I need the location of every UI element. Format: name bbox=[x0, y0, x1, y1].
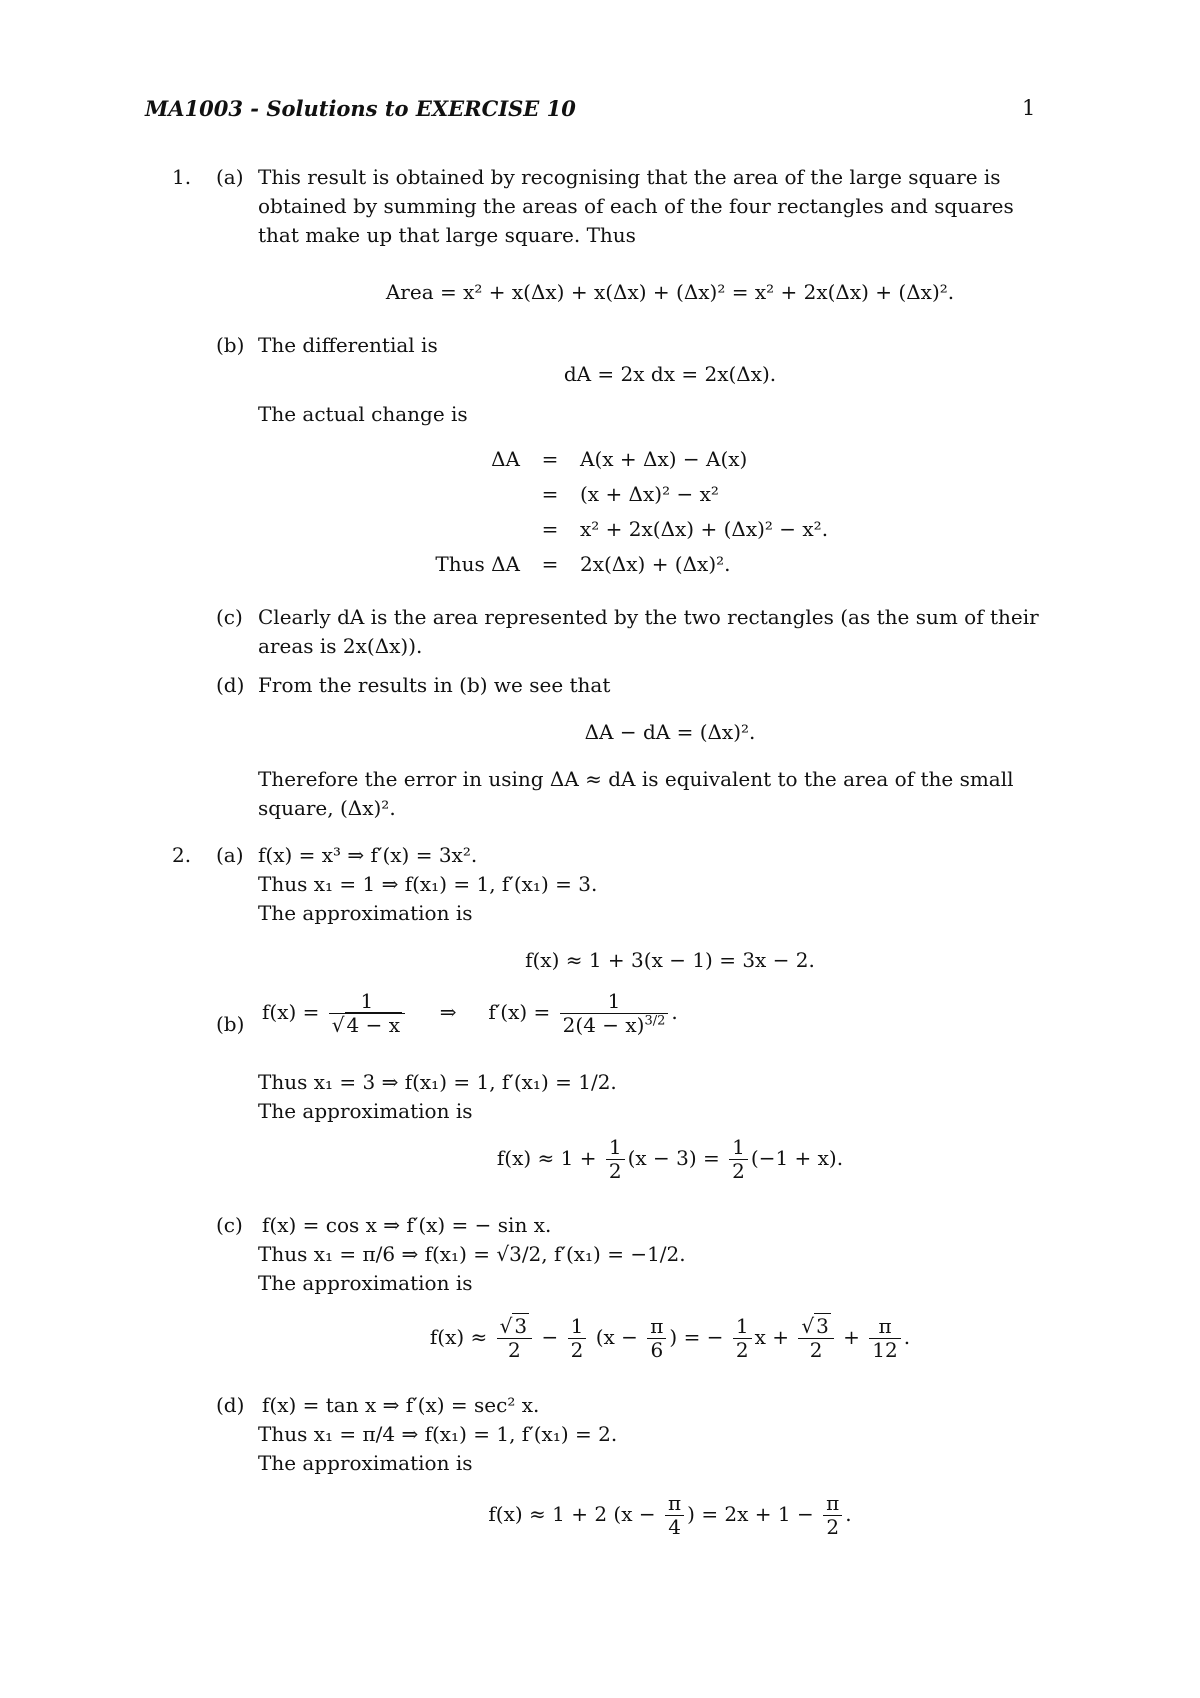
equation: f(x) = $\frac{1}{√ 4 - x}$ ⇒ f′(x) = $\frac{1}{2(4 - x)^{3/2}}$ . bbox=[262, 989, 678, 1037]
equation: f(x) ≈ 1 + 3(x − 1) = 3x − 2. bbox=[525, 948, 815, 972]
equation: dA = 2x dx = 2x(Δx). bbox=[563, 362, 777, 386]
part-label: (a) bbox=[216, 843, 244, 867]
text-line: The differential is bbox=[258, 333, 438, 357]
text-line: The actual change is bbox=[258, 402, 468, 426]
question-number: 1. bbox=[172, 165, 192, 189]
equation: f(x) ≈ $\frac{√ 3}{2}$ − $\frac{1}{2}$ (x − $\frac{\pi}{6}$ ) = − $\frac{1}{2}$ x + $\frac{√ 3}{2}$ + $\frac{\pi}{12}$ . bbox=[429, 1314, 911, 1362]
fraction: $\frac{1}{2}$ bbox=[606, 1136, 625, 1183]
part-label: (b) bbox=[216, 333, 245, 357]
text-line: From the results in (b) we see that bbox=[258, 673, 611, 697]
text-line: The approximation is bbox=[258, 1271, 473, 1295]
equation-right: 2x(Δx) + (Δx)². bbox=[580, 552, 731, 576]
text-line: This result is obtained by recognising that the area of the large square is bbox=[258, 165, 1001, 189]
fraction: $\frac{1}{2}$ bbox=[729, 1136, 748, 1183]
equation-row: = x² + 2x(Δx) + (Δx)² − x². bbox=[541, 517, 829, 541]
fraction: $\frac{\pi}{6}$ bbox=[647, 1315, 666, 1362]
equation-row: Thus ΔA = 2x(Δx) + (Δx)². bbox=[400, 552, 731, 576]
equation-right: x² + 2x(Δx) + (Δx)² − x². bbox=[580, 517, 829, 541]
text-line: The approximation is bbox=[258, 1099, 473, 1123]
text-line: The approximation is bbox=[258, 901, 473, 925]
part-label: (c) bbox=[216, 605, 243, 629]
text-line: square, (Δx)². bbox=[258, 796, 396, 820]
fraction: $\frac{√ 3}{2}$ bbox=[497, 1315, 532, 1362]
equation-right: (x + Δx)² − x² bbox=[580, 482, 719, 506]
text-line: Clearly dA is the area represented by the two rectangles (as the sum of their bbox=[258, 605, 1039, 629]
text-line: Thus x₁ = π/6 ⇒ f(x₁) = √3/2, f′(x₁) = −1/2. bbox=[258, 1242, 686, 1266]
fraction: $\frac{√ 3}{2}$ bbox=[798, 1315, 833, 1362]
part-label: (c) bbox=[216, 1213, 243, 1237]
text-line: Thus x₁ = π/4 ⇒ f(x₁) = 1, f′(x₁) = 2. bbox=[258, 1422, 618, 1446]
fraction: $\frac{\pi}{4}$ bbox=[665, 1492, 684, 1539]
equation-row: ΔA = A(x + Δx) − A(x) bbox=[400, 447, 747, 471]
equation-right: A(x + Δx) − A(x) bbox=[580, 447, 748, 471]
part-label: (d) bbox=[216, 673, 245, 697]
part-label: (b) bbox=[216, 1012, 245, 1036]
equation: f(x) ≈ 1 + 2 (x − $\frac{\pi}{4}$ ) = 2x + 1 − $\frac{\pi}{2}$ . bbox=[488, 1491, 852, 1539]
fraction: $\frac{\pi}{2}$ bbox=[823, 1492, 842, 1539]
fraction: $\frac{1}{√ 4 - x}$ bbox=[329, 990, 405, 1037]
text-line: Therefore the error in using ΔA ≈ dA is equivalent to the area of the small bbox=[258, 767, 1014, 791]
page-number: 1 bbox=[1022, 96, 1036, 120]
equation-row: = (x + Δx)² − x² bbox=[541, 482, 719, 506]
question-number: 2. bbox=[172, 843, 192, 867]
equation-left: ΔA bbox=[491, 447, 520, 471]
text-line: f(x) = x³ ⇒ f′(x) = 3x². bbox=[258, 843, 478, 867]
text-line: f(x) = cos x ⇒ f′(x) = − sin x. bbox=[262, 1213, 552, 1237]
fraction: $\frac{\pi}{12}$ bbox=[869, 1315, 900, 1362]
equation: ΔA − dA = (Δx)². bbox=[584, 720, 756, 744]
text-line: Thus x₁ = 1 ⇒ f(x₁) = 1, f′(x₁) = 3. bbox=[258, 872, 598, 896]
page-title: MA1003 - Solutions to EXERCISE 10 bbox=[145, 96, 576, 121]
text-line: f(x) = tan x ⇒ f′(x) = sec² x. bbox=[262, 1393, 540, 1417]
text-line: that make up that large square. Thus bbox=[258, 223, 636, 247]
fraction: $\frac{1}{2}$ bbox=[568, 1315, 587, 1362]
part-label: (d) bbox=[216, 1393, 245, 1417]
equation: Area = x² + x(Δx) + x(Δx) + (Δx)² = x² + 2x(Δx) + (Δx)². bbox=[385, 280, 955, 304]
text-line: Thus x₁ = 3 ⇒ f(x₁) = 1, f′(x₁) = 1/2. bbox=[258, 1070, 617, 1094]
equation: f(x) ≈ 1 + $\frac{1}{2}$ (x − 3) = $\frac{1}{2}$ (−1 + x). bbox=[496, 1135, 844, 1183]
text-line: The approximation is bbox=[258, 1451, 473, 1475]
equation-left: Thus ΔA bbox=[435, 552, 520, 576]
fraction: $\frac{1}{2(4 - x)^{3/2}}$ bbox=[560, 990, 669, 1037]
text-line: areas is 2x(Δx)). bbox=[258, 634, 423, 658]
fraction: $\frac{1}{2}$ bbox=[733, 1315, 752, 1362]
part-label: (a) bbox=[216, 165, 244, 189]
text-line: obtained by summing the areas of each of the four rectangles and squares bbox=[258, 194, 1014, 218]
